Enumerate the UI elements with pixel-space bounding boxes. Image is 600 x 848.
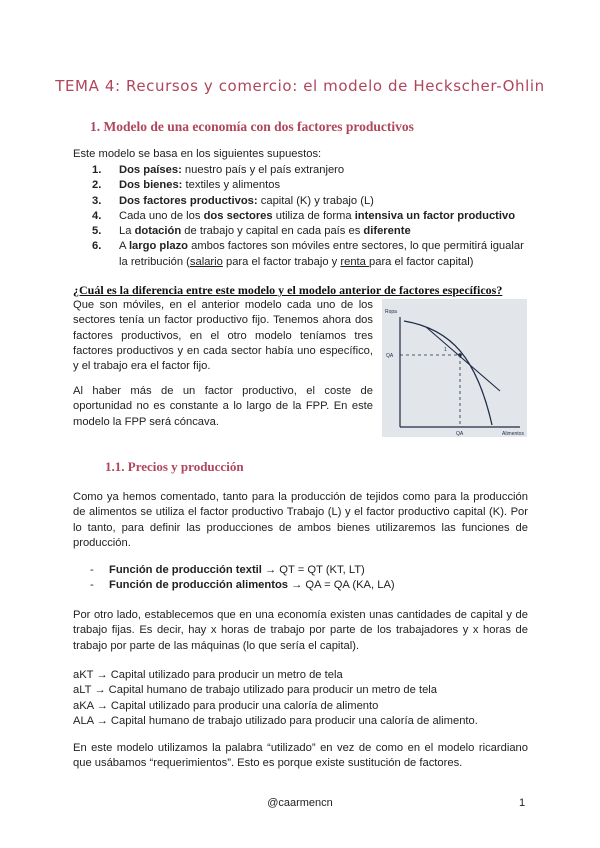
section-heading-1: 1. Modelo de una economía con dos factores productivos xyxy=(90,119,414,134)
list-item: 6. A largo plazo ambos factores son móviles entre sectores, lo que permitirá igualar la retribución (salario para el factor trabajo y renta para el factor capital) xyxy=(92,240,524,268)
definition-item: aKT → Capital utilizado para producir un metro de tela xyxy=(73,669,343,681)
list-item: - Función de producción alimentos → QA = QA (KA, LA) xyxy=(90,579,395,592)
list-item: 5. La dotación de trabajo y capital en cada país es diferente xyxy=(92,225,411,238)
list-item: 4. Cada uno de los dos sectores utiliza de forma intensiva un factor productivo xyxy=(92,209,516,222)
section-1-intro: Este modelo se basa en los siguientes supuestos: xyxy=(73,148,322,160)
assumptions-list xyxy=(73,163,533,270)
page-title: TEMA 4: Recursos y comercio: el modelo de Heckscher-Ohlin xyxy=(55,77,545,95)
fpp-figure xyxy=(382,299,527,437)
point-label: 1 xyxy=(444,347,447,353)
definition-item: ALA → Capital humano de trabajo utilizado para producir una caloría de alimento. xyxy=(73,714,478,727)
y-tick-label: QA xyxy=(386,353,394,359)
definition-item: aKA → Capital utilizado para producir una caloría de alimento xyxy=(73,699,379,712)
section-1-1-paragraph-1: Como ya hemos comentado, tanto para la producción de tejidos como para la producción de alimentos se utiliza el factor productivo Trabajo (L) y el factor productivo capital (K). Por lo tanto, para definir las producciones de ambos bienes utilizaremos las funciones de producción. xyxy=(73,491,528,549)
y-axis-label: Ropa xyxy=(385,309,397,315)
x-tick-label: QA xyxy=(456,431,464,437)
question-heading: ¿Cuál es la diferencia entre este modelo y el modelo anterior de factores específicos? xyxy=(73,283,503,297)
x-axis-label: Alimentos xyxy=(502,431,524,437)
list-item: 2. Dos bienes: textiles y alimentos xyxy=(92,179,281,192)
equilibrium-point xyxy=(458,353,462,357)
question-paragraph-1: Que son móviles, en el anterior modelo cada uno de los sectores tenía un factor productivo fijo. Tenemos ahora dos factores productivos, en el otro modelo teníamos tres factores productivos y en cada sector había uno específico, y el trabajo era el factor fijo. xyxy=(73,299,373,373)
list-item: - Función de producción textil → QT = QT (KT, LT) xyxy=(90,564,365,576)
production-functions-list xyxy=(90,563,395,594)
question-paragraph-2: Al haber más de un factor productivo, el coste de oportunidad no es constante a lo largo de la FPP. En este modelo la FPP será cóncava. xyxy=(73,385,373,428)
section-1-1-paragraph-2: Por otro lado, establecemos que en una economía existen unas cantidades de capital y de trabajo fijas. Es decir, hay x horas de trabajo por parte de los trabajadores y x horas de trabajo por parte de las máquinas (lo que sería el capital). xyxy=(73,609,528,652)
page-number: 1 xyxy=(519,797,526,809)
definition-item: aLT → Capital humano de trabajo utilizado para producir un metro de tela xyxy=(73,684,438,697)
list-item: 1. Dos países: nuestro país y el país extranjero xyxy=(92,164,345,176)
list-item: 3. Dos factores productivos: capital (K) y trabajo (L) xyxy=(92,194,374,207)
footer-author: @caarmencn xyxy=(267,797,333,809)
definitions-block xyxy=(73,668,528,729)
section-heading-1-1: 1.1. Precios y producción xyxy=(105,459,244,474)
fpp-sketch xyxy=(382,299,527,437)
section-1-1-paragraph-3: En este modelo utilizamos la palabra “utilizado” en vez de como en el modelo ricardiano que usábamos “requerimientos”. Esto es porque existe sustitución de factores. xyxy=(73,742,528,770)
